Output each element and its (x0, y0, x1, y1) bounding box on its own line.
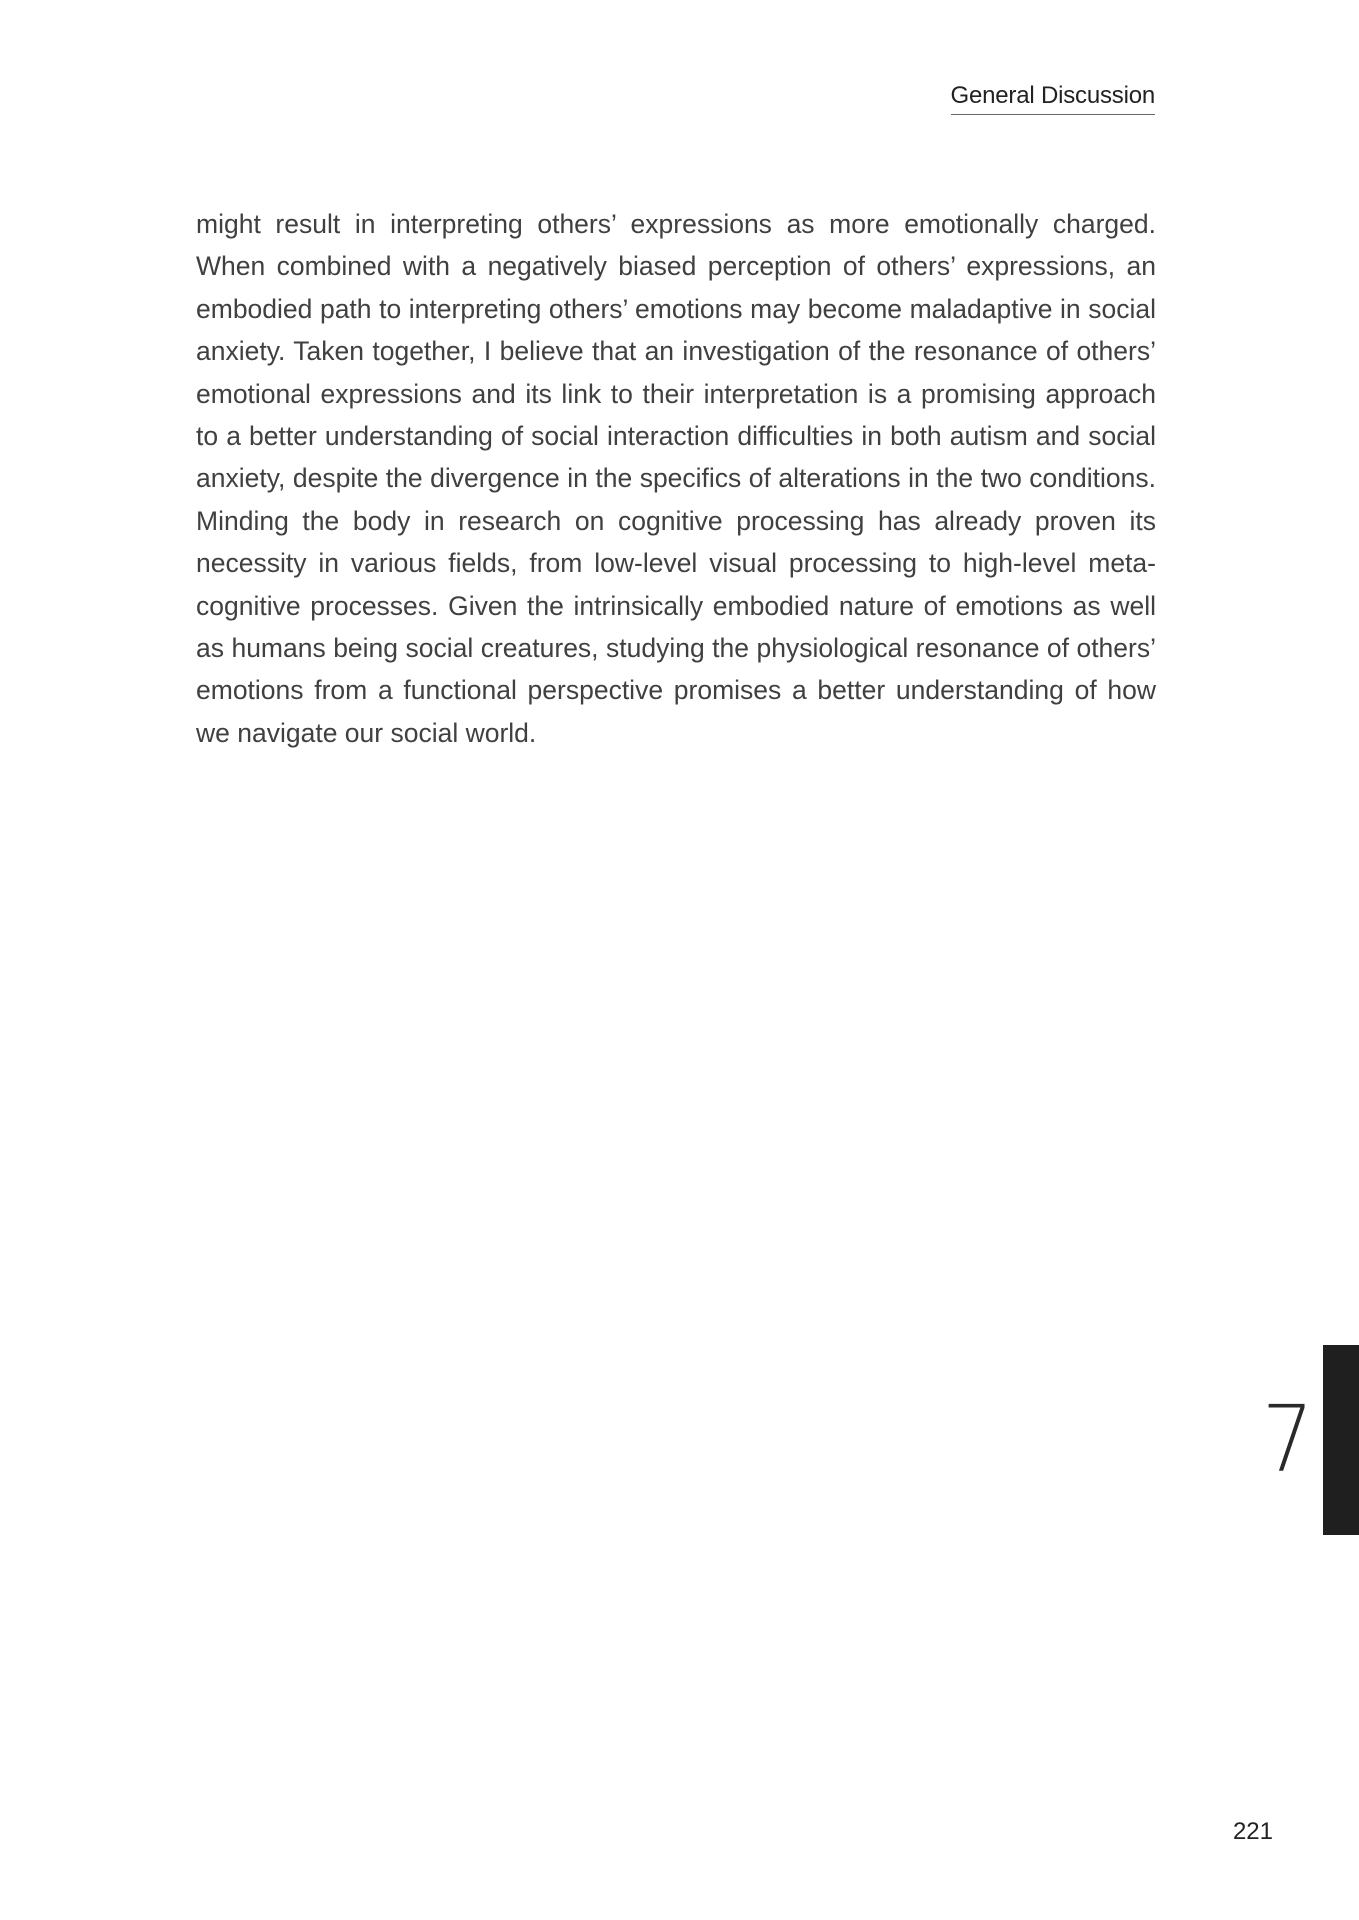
body-paragraph: might result in interpreting others’ expressions as more emotionally charged. When combined with a negatively biased perception of others’ expressions, an embodied path to interpreting others’ emotions may become maladaptive in social anxiety. Taken together, I believe that an investigation of the resonance of others’ emotional expressions and its link to their interpretation is a promising approach to a better understanding of social interaction difficulties in both autism and social anxiety, despite the divergence in the specifics of alterations in the two conditions. Minding the body in research on cognitive processing has already proven its necessity in various fields, from low-level visual processing to high-level meta-cognitive processes. Given the intrinsically embodied nature of emotions as well as humans being social creatures, studying the physiological resonance of others’ emotions from a functional perspective promises a better understanding of how we navigate our social world. (196, 209, 1156, 748)
running-header-title: General Discussion (951, 82, 1156, 115)
chapter-tab-marker (1323, 1345, 1359, 1535)
page-number: 221 (1232, 1818, 1273, 1845)
chapter-number: 7 (1262, 1386, 1314, 1493)
